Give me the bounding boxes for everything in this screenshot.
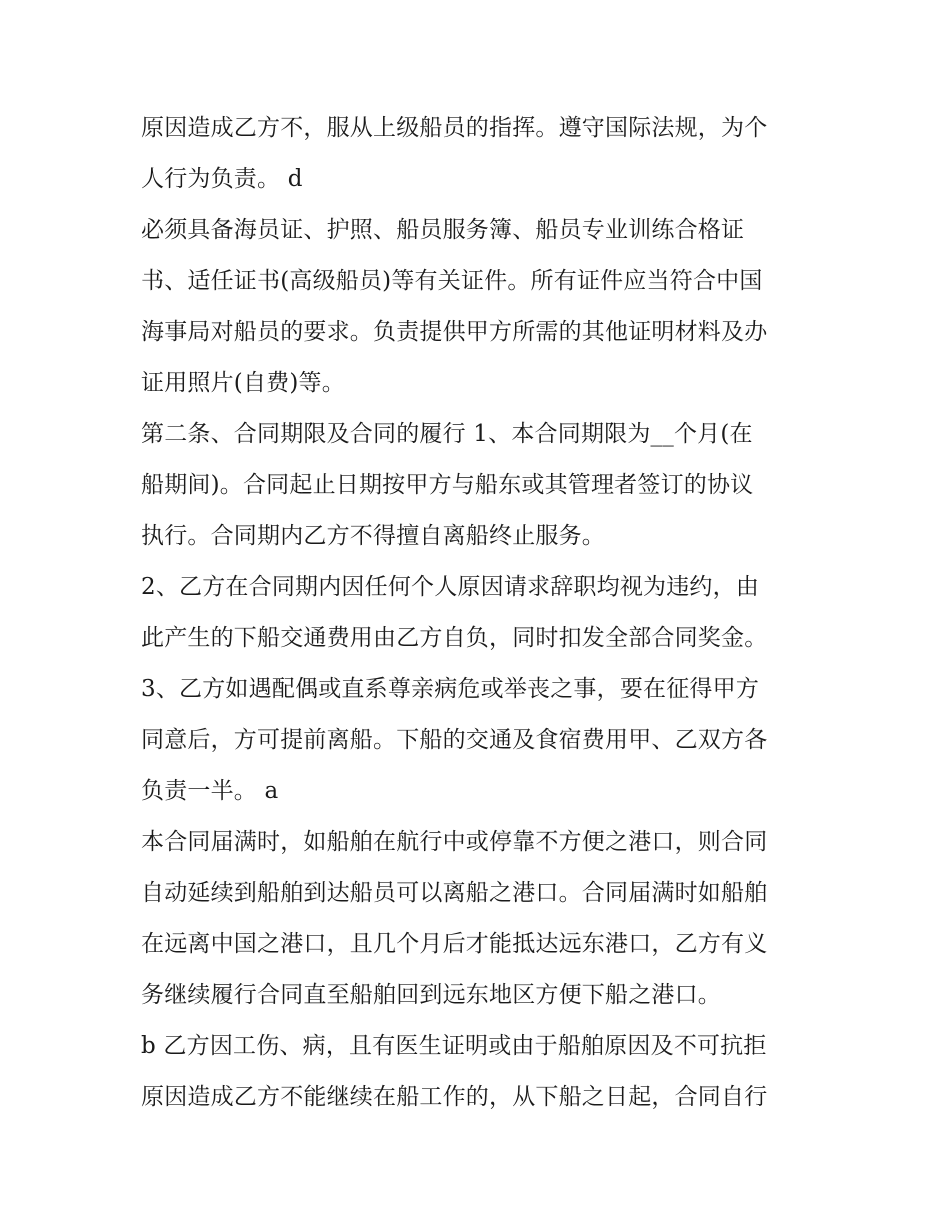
text-line: 负责一半。 a (141, 778, 279, 804)
text-line: 书、适任证书(高级船员)等有关证件。所有证件应当符合中国 (141, 268, 763, 294)
text-line: 必须具备海员证、护照、船员服务簿、船员专业训练合格证 (141, 217, 745, 243)
document-body (141, 103, 821, 1123)
text-line: 第二条、合同期限及合同的履行 1、本合同期限为__个月(在 (141, 421, 753, 447)
text-line: b 乙方因工伤、病，且有医生证明或由于船舶原因及不可抗拒 (141, 1033, 767, 1059)
text-line: 务继续履行合同直至船舶回到远东地区方便下船之港口。 (141, 982, 721, 1008)
text-line: 3、乙方如遇配偶或直系尊亲病危或举丧之事，要在征得甲方 (141, 676, 760, 702)
text-line: 船期间)。合同起止日期按甲方与船东或其管理者签订的协议 (141, 472, 754, 498)
text-line: 海事局对船员的要求。负责提供甲方所需的其他证明材料及办 (141, 319, 768, 345)
text-line: 在远离中国之港口，且几个月后才能抵达远东港口，乙方有义 (141, 931, 768, 957)
text-line: 原因造成乙方不能继续在船工作的，从下船之日起，合同自行 (141, 1084, 768, 1110)
text-line: 同意后，方可提前离船。下船的交通及食宿费用甲、乙双方各 (141, 727, 768, 753)
text-line: 执行。合同期内乙方不得擅自离船终止服务。 (141, 523, 605, 549)
text-line: 证用照片(自费)等。 (141, 370, 345, 396)
text-line: 人行为负责。 d (141, 166, 303, 192)
text-line: 原因造成乙方不，服从上级船员的指挥。遵守国际法规，为个 (141, 115, 768, 141)
text-line: 自动延续到船舶到达船员可以离船之港口。合同届满时如船舶 (141, 880, 768, 906)
text-line: 2、乙方在合同期内因任何个人原因请求辞职均视为违约，由 (141, 574, 760, 600)
text-line: 本合同届满时，如船舶在航行中或停靠不方便之港口，则合同 (141, 829, 768, 855)
text-line: 此产生的下船交通费用由乙方自负，同时扣发全部合同奖金。 (141, 625, 768, 651)
